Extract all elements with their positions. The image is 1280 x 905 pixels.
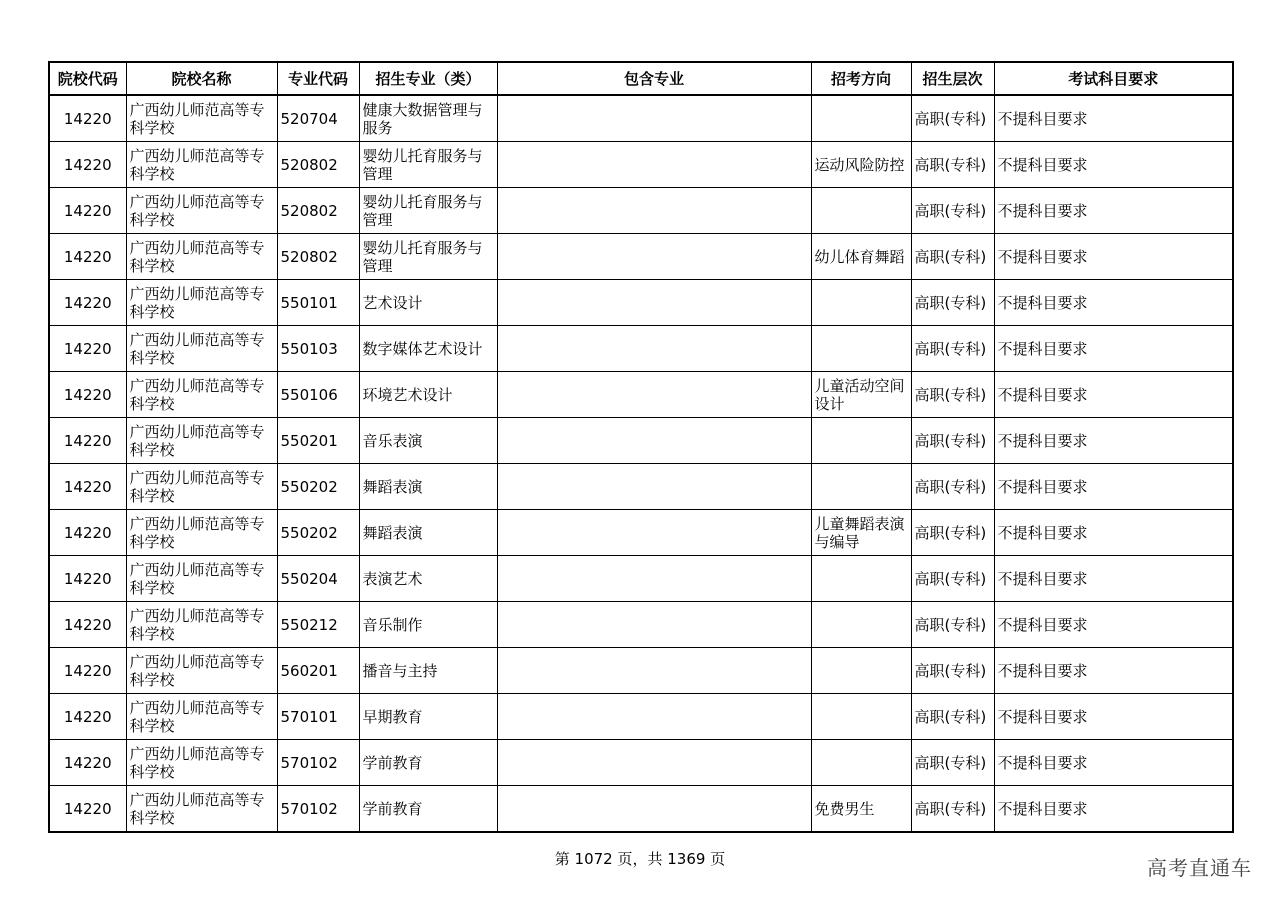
- school-code-cell: 14220: [49, 694, 126, 740]
- school-code-cell: 14220: [49, 510, 126, 556]
- school-name-cell: 广西幼儿师范高等专科学校: [126, 142, 277, 188]
- school-code-cell: 14220: [49, 786, 126, 833]
- included-majors-cell: [497, 372, 811, 418]
- direction-cell: [811, 602, 911, 648]
- school-name-cell: 广西幼儿师范高等专科学校: [126, 694, 277, 740]
- column-header: 招考方向: [811, 62, 911, 95]
- school-code-cell: 14220: [49, 95, 126, 142]
- subject-requirement-cell: 不提科目要求: [994, 510, 1233, 556]
- school-name-cell: 广西幼儿师范高等专科学校: [126, 234, 277, 280]
- school-name-cell: 广西幼儿师范高等专科学校: [126, 602, 277, 648]
- table-row: [49, 510, 1233, 556]
- direction-cell: 儿童活动空间设计: [811, 372, 911, 418]
- subject-requirement-cell: 不提科目要求: [994, 602, 1233, 648]
- direction-cell: [811, 556, 911, 602]
- header-row: [49, 62, 1233, 95]
- major-name-cell: 婴幼儿托育服务与管理: [359, 188, 497, 234]
- school-name-cell: 广西幼儿师范高等专科学校: [126, 326, 277, 372]
- school-code-cell: 14220: [49, 188, 126, 234]
- level-cell: 高职(专科): [911, 740, 994, 786]
- included-majors-cell: [497, 234, 811, 280]
- subject-requirement-cell: 不提科目要求: [994, 142, 1233, 188]
- subject-requirement-cell: 不提科目要求: [994, 188, 1233, 234]
- table-row: [49, 786, 1233, 833]
- table-row: [49, 326, 1233, 372]
- major-code-cell: 550201: [277, 418, 359, 464]
- major-code-cell: 560201: [277, 648, 359, 694]
- school-name-cell: 广西幼儿师范高等专科学校: [126, 464, 277, 510]
- school-name-cell: 广西幼儿师范高等专科学校: [126, 418, 277, 464]
- level-cell: 高职(专科): [911, 372, 994, 418]
- major-name-cell: 学前教育: [359, 740, 497, 786]
- included-majors-cell: [497, 510, 811, 556]
- school-code-cell: 14220: [49, 372, 126, 418]
- major-name-cell: 艺术设计: [359, 280, 497, 326]
- major-code-cell: 570102: [277, 740, 359, 786]
- school-name-cell: 广西幼儿师范高等专科学校: [126, 740, 277, 786]
- table-row: [49, 556, 1233, 602]
- school-name-cell: 广西幼儿师范高等专科学校: [126, 280, 277, 326]
- level-cell: 高职(专科): [911, 464, 994, 510]
- subject-requirement-cell: 不提科目要求: [994, 464, 1233, 510]
- level-cell: 高职(专科): [911, 326, 994, 372]
- level-cell: 高职(专科): [911, 95, 994, 142]
- direction-cell: 幼儿体育舞蹈: [811, 234, 911, 280]
- major-name-cell: 表演艺术: [359, 556, 497, 602]
- school-code-cell: 14220: [49, 648, 126, 694]
- school-code-cell: 14220: [49, 740, 126, 786]
- column-header: 招生层次: [911, 62, 994, 95]
- direction-cell: [811, 280, 911, 326]
- major-code-cell: 550103: [277, 326, 359, 372]
- major-code-cell: 520802: [277, 188, 359, 234]
- school-code-cell: 14220: [49, 326, 126, 372]
- major-name-cell: 音乐表演: [359, 418, 497, 464]
- major-name-cell: 婴幼儿托育服务与管理: [359, 142, 497, 188]
- admissions-table: [48, 61, 1234, 833]
- school-name-cell: 广西幼儿师范高等专科学校: [126, 510, 277, 556]
- direction-cell: [811, 326, 911, 372]
- major-name-cell: 舞蹈表演: [359, 510, 497, 556]
- major-code-cell: 550202: [277, 464, 359, 510]
- included-majors-cell: [497, 418, 811, 464]
- major-name-cell: 数字媒体艺术设计: [359, 326, 497, 372]
- school-code-cell: 14220: [49, 464, 126, 510]
- direction-cell: 免费男生: [811, 786, 911, 833]
- school-code-cell: 14220: [49, 280, 126, 326]
- subject-requirement-cell: 不提科目要求: [994, 418, 1233, 464]
- level-cell: 高职(专科): [911, 602, 994, 648]
- major-name-cell: 学前教育: [359, 786, 497, 833]
- level-cell: 高职(专科): [911, 142, 994, 188]
- level-cell: 高职(专科): [911, 510, 994, 556]
- table-row: [49, 418, 1233, 464]
- level-cell: 高职(专科): [911, 234, 994, 280]
- school-code-cell: 14220: [49, 142, 126, 188]
- major-name-cell: 音乐制作: [359, 602, 497, 648]
- direction-cell: [811, 694, 911, 740]
- direction-cell: [811, 648, 911, 694]
- subject-requirement-cell: 不提科目要求: [994, 694, 1233, 740]
- table-row: [49, 740, 1233, 786]
- level-cell: 高职(专科): [911, 786, 994, 833]
- direction-cell: [811, 464, 911, 510]
- level-cell: 高职(专科): [911, 694, 994, 740]
- table-row: [49, 464, 1233, 510]
- level-cell: 高职(专科): [911, 280, 994, 326]
- watermark: 高考直通车: [1147, 856, 1252, 880]
- table-row: [49, 234, 1233, 280]
- included-majors-cell: [497, 95, 811, 142]
- subject-requirement-cell: 不提科目要求: [994, 280, 1233, 326]
- subject-requirement-cell: 不提科目要求: [994, 326, 1233, 372]
- included-majors-cell: [497, 786, 811, 833]
- table-row: [49, 602, 1233, 648]
- level-cell: 高职(专科): [911, 648, 994, 694]
- school-code-cell: 14220: [49, 556, 126, 602]
- table-row: [49, 280, 1233, 326]
- table-row: [49, 648, 1233, 694]
- major-code-cell: 550204: [277, 556, 359, 602]
- direction-cell: [811, 418, 911, 464]
- subject-requirement-cell: 不提科目要求: [994, 95, 1233, 142]
- column-header: 专业代码: [277, 62, 359, 95]
- subject-requirement-cell: 不提科目要求: [994, 556, 1233, 602]
- school-code-cell: 14220: [49, 234, 126, 280]
- table-row: [49, 142, 1233, 188]
- column-header: 招生专业（类）: [359, 62, 497, 95]
- included-majors-cell: [497, 280, 811, 326]
- major-code-cell: 550101: [277, 280, 359, 326]
- school-name-cell: 广西幼儿师范高等专科学校: [126, 786, 277, 833]
- school-name-cell: 广西幼儿师范高等专科学校: [126, 648, 277, 694]
- major-code-cell: 520704: [277, 95, 359, 142]
- page-number: 第 1072 页，共 1369 页: [554, 850, 726, 868]
- table-row: [49, 694, 1233, 740]
- major-code-cell: 570102: [277, 786, 359, 833]
- column-header: 考试科目要求: [994, 62, 1233, 95]
- school-code-cell: 14220: [49, 602, 126, 648]
- subject-requirement-cell: 不提科目要求: [994, 648, 1233, 694]
- major-code-cell: 550212: [277, 602, 359, 648]
- included-majors-cell: [497, 142, 811, 188]
- direction-cell: 儿童舞蹈表演与编导: [811, 510, 911, 556]
- major-code-cell: 550202: [277, 510, 359, 556]
- school-name-cell: 广西幼儿师范高等专科学校: [126, 372, 277, 418]
- included-majors-cell: [497, 602, 811, 648]
- subject-requirement-cell: 不提科目要求: [994, 234, 1233, 280]
- included-majors-cell: [497, 740, 811, 786]
- major-code-cell: 570101: [277, 694, 359, 740]
- major-name-cell: 舞蹈表演: [359, 464, 497, 510]
- school-name-cell: 广西幼儿师范高等专科学校: [126, 188, 277, 234]
- level-cell: 高职(专科): [911, 418, 994, 464]
- major-name-cell: 播音与主持: [359, 648, 497, 694]
- direction-cell: [811, 740, 911, 786]
- major-code-cell: 520802: [277, 234, 359, 280]
- school-name-cell: 广西幼儿师范高等专科学校: [126, 556, 277, 602]
- included-majors-cell: [497, 694, 811, 740]
- included-majors-cell: [497, 648, 811, 694]
- included-majors-cell: [497, 326, 811, 372]
- major-code-cell: 520802: [277, 142, 359, 188]
- level-cell: 高职(专科): [911, 556, 994, 602]
- major-name-cell: 婴幼儿托育服务与管理: [359, 234, 497, 280]
- included-majors-cell: [497, 464, 811, 510]
- level-cell: 高职(专科): [911, 188, 994, 234]
- direction-cell: [811, 188, 911, 234]
- table-row: [49, 95, 1233, 142]
- major-code-cell: 550106: [277, 372, 359, 418]
- subject-requirement-cell: 不提科目要求: [994, 786, 1233, 833]
- subject-requirement-cell: 不提科目要求: [994, 372, 1233, 418]
- column-header: 院校代码: [49, 62, 126, 95]
- column-header: 包含专业: [497, 62, 811, 95]
- major-name-cell: 早期教育: [359, 694, 497, 740]
- major-name-cell: 健康大数据管理与服务: [359, 95, 497, 142]
- direction-cell: 运动风险防控: [811, 142, 911, 188]
- table-row: [49, 372, 1233, 418]
- school-code-cell: 14220: [49, 418, 126, 464]
- major-name-cell: 环境艺术设计: [359, 372, 497, 418]
- subject-requirement-cell: 不提科目要求: [994, 740, 1233, 786]
- column-header: 院校名称: [126, 62, 277, 95]
- direction-cell: [811, 95, 911, 142]
- school-name-cell: 广西幼儿师范高等专科学校: [126, 95, 277, 142]
- table-row: [49, 188, 1233, 234]
- included-majors-cell: [497, 188, 811, 234]
- included-majors-cell: [497, 556, 811, 602]
